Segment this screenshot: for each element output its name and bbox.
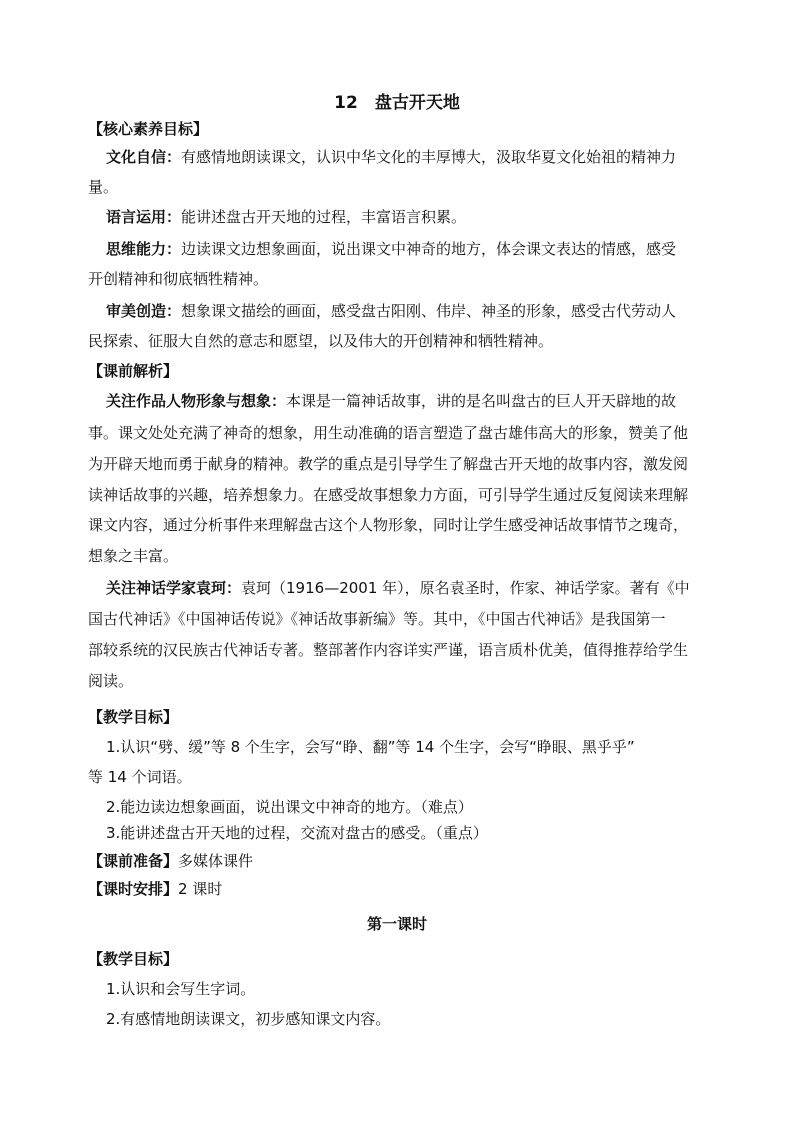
core-p1-line2: 量。 (88, 178, 119, 196)
core-p4-text1: 想象课文描绘的画面，感受盘古阳刚、伟岸、神圣的形象，感受古代劳动人 (181, 302, 677, 320)
preview-a-label: 关注作品人物形象与想象： (106, 392, 287, 410)
preview-b-line1 (106, 577, 746, 599)
lesson1-goal-2: 2.有感情地朗读课文，初步感知课文内容。 (106, 1010, 391, 1028)
goal-1-line1: 1.认识“劈、缓”等 8 个生字，会写“睁、翻”等 14 个生字，会写“睁眼、黑乎乎” (106, 738, 635, 756)
preview-a-line6: 想象之丰富。 (88, 547, 179, 565)
core-p2-line1 (106, 206, 746, 228)
goal-3: 3.能讲述盘古开天地的过程，交流对盘古的感受。（重点） (106, 824, 488, 842)
section-preview: 【课前解析】 (88, 362, 179, 380)
schedule-line (88, 878, 728, 900)
preview-a-line2: 事。课文处处充满了神奇的想象，用生动准确的语言塑造了盘古雄伟高大的形象，赞美了他 (88, 424, 689, 442)
core-p4-line1 (106, 300, 746, 322)
preview-a-line5: 课文内容，通过分析事件来理解盘古这个人物形象，同时让学生感受神话故事情节之瑰奇， (88, 516, 689, 534)
core-p2-label: 语言运用： (106, 208, 182, 226)
lesson1-goal-1: 1.认识和会写生字词。 (106, 980, 256, 998)
core-p3-line2: 开创精神和彻底牺牲精神。 (88, 270, 269, 288)
prep-label: 【课前准备】 (88, 852, 179, 870)
lesson-title: 12 盘古开天地 (334, 93, 460, 113)
core-p3-text1: 边读课文边想象画面，说出课文中神奇的地方，体会课文表达的情感，感受 (181, 240, 677, 258)
preview-a-line1 (106, 390, 746, 412)
core-p1-text1: 有感情地朗读课文，认识中华文化的丰厚博大，汲取华夏文化始祖的精神力 (181, 148, 677, 166)
preview-a-line4: 读神话故事的兴趣，培养想象力。在感受故事想象力方面，可引导学生通过反复阅读来理解 (88, 486, 689, 504)
preview-b-line3: 部较系统的汉民族古代神话专著。整部著作内容详实严谨，语言质朴优美，值得推荐给学生 (88, 641, 689, 659)
schedule-label: 【课时安排】 (88, 880, 179, 898)
section-lesson1-goals: 【教学目标】 (88, 950, 179, 968)
prep-line (88, 850, 728, 872)
schedule-value: 2 课时 (178, 880, 223, 898)
section-teaching-goals: 【教学目标】 (88, 708, 179, 726)
core-p2-text1: 能讲述盘古开天地的过程，丰富语言积累。 (181, 208, 467, 226)
preview-b-line2: 国古代神话》《中国神话传说》《神话故事新编》等。其中，《中国古代神话》是我国第一 (88, 610, 666, 628)
core-p1-label: 文化自信： (106, 148, 182, 166)
section-core-goals: 【核心素养目标】 (88, 120, 209, 138)
core-p3-line1 (106, 238, 746, 260)
core-p4-label: 审美创造： (106, 302, 182, 320)
core-p4-line2: 民探索、征服大自然的意志和愿望，以及伟大的开创精神和牺牲精神。 (88, 332, 554, 350)
core-p1-line1 (106, 146, 746, 168)
preview-a-text1: 本课是一篇神话故事，讲的是名叫盘古的巨人开天辟地的故 (286, 392, 677, 410)
lesson1-title: 第一课时 (366, 915, 427, 933)
preview-b-line4: 阅读。 (88, 672, 134, 690)
goal-1-line2: 等 14 个词语。 (88, 768, 192, 786)
prep-value: 多媒体课件 (178, 852, 254, 870)
preview-a-line3: 为开辟天地而勇于献身的精神。教学的重点是引导学生了解盘古开天地的故事内容，激发阅 (88, 455, 689, 473)
goal-2: 2.能边读边想象画面，说出课文中神奇的地方。（难点） (106, 798, 473, 816)
preview-b-text1: 袁珂（1916—2001 年），原名袁圣时，作家、神话学家。著有《中 (241, 579, 690, 597)
preview-b-label: 关注神话学家袁珂： (106, 579, 242, 597)
core-p3-label: 思维能力： (106, 240, 182, 258)
